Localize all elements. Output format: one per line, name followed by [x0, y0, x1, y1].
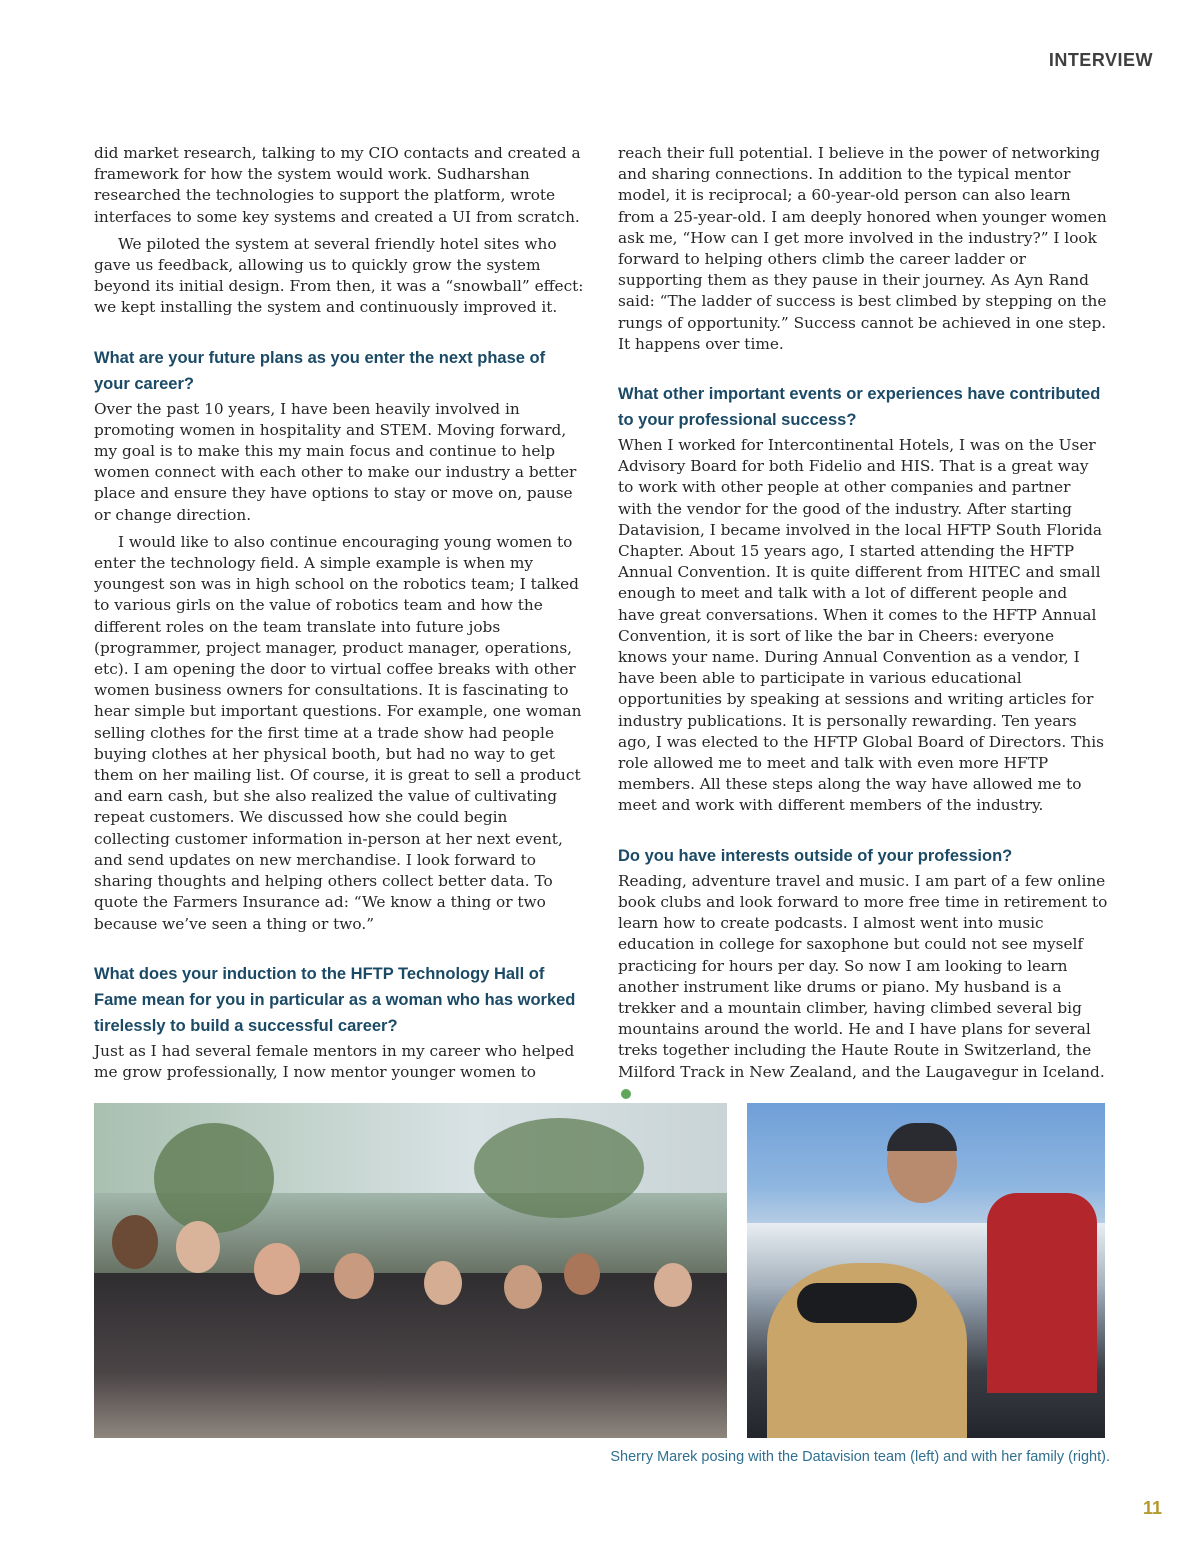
question-heading: What does your induction to the HFTP Technology Hall of Fame mean for you in particular as a woman who has worked tirelessly to build a successful career?: [94, 964, 576, 1035]
body-paragraph: I would like to also continue encouraging young women to enter the technology field. A simple example is when my youngest son was in high school on the robotics team; I talked to various girls on the value of robotics team and how the different roles on the team translate into future jobs (programmer, project manager, product manager, operations, etc). I am opening the door to virtual coffee breaks with other women business owners for consultations. It is fascinating to hear simple but important questions. For example, one woman selling clothes for the first time at a trade show had people buying clothes at her physical booth, but had no way to get them on her mailing list. Of course, it is great to sell a product and earn cash, but she also realized the value of cultivating repeat customers. We discussed how she could begin collecting customer information in-person at her next event, and send updates on new merchandise. I look forward to sharing thoughts and helping others collect better data. To quote the Farmers Insurance ad: “We know a thing or two because we’ve seen a thing or two.”: [94, 532, 582, 933]
red-jacket: [987, 1193, 1097, 1393]
family-photo: [747, 1103, 1105, 1438]
page-number: 11: [1142, 1498, 1162, 1518]
face: [112, 1215, 158, 1269]
beanie: [887, 1123, 957, 1151]
body-paragraph: Reading, adventure travel and music. I am part of a few online book clubs and look forward to more free time in retirement to learn how to create podcasts. I almost went into music education in college for saxophone but could not see myself practicing for hours per day. So now I am looking to learn another instrument like drums or piano. My husband is a trekker and a mountain climber, having climbed several big mountains around the world. He and I have plans for several treks together including the Haute Route in Switzerland, the Milford Track in New Zealand, and the Laugavegur in Iceland.: [618, 871, 1108, 1104]
question-heading: Do you have interests outside of your profession?: [618, 846, 1013, 865]
group-bodies: [94, 1273, 727, 1438]
section-label: INTERVIEW: [1048, 50, 1153, 70]
face: [254, 1243, 300, 1295]
face: [564, 1253, 600, 1295]
body-paragraph: did market research, talking to my CIO contacts and created a framework for how the system would work. Sudharshan researched the technologies to support the platform, wrote interfaces to some key systems and created a UI from scratch.: [94, 144, 581, 226]
palm-foliage-right: [474, 1118, 644, 1218]
face: [654, 1263, 692, 1307]
question-heading: What are your future plans as you enter the next phase of your career?: [94, 348, 546, 393]
end-mark-icon: [621, 1089, 631, 1099]
body-paragraph: When I worked for Intercontinental Hotels, I was on the User Advisory Board for both Fidelio and HIS. That is a great way to work with other people at other companies and partner with the vendor for the good of the industry. After starting Datavision, I became involved in the local HFTP South Florida Chapter. About 15 years ago, I started attending the HFTP Annual Convention. It is quite different from HITEC and small enough to meet and talk with a lot of different people and have great conversations. When it comes to the HFTP Annual Convention, it is sort of like the bar in Cheers: everyone knows your name. During Annual Convention as a vendor, I have been able to participate in various educational opportunities by speaking at sessions and writing articles for industry publications. It is personally rewarding. Ten years ago, I was elected to the HFTP Global Board of Directors. This role allowed me to meet and talk with even more HFTP members. All these steps along the way have allowed me to meet and work with different members of the industry.: [618, 436, 1104, 815]
team-photo: [94, 1103, 727, 1438]
body-paragraph: We piloted the system at several friendly hotel sites who gave us feedback, allowing us to quickly grow the system beyond its initial design. From then, it was a “snowball” effect: we kept installing the system and continuously improved it.: [94, 234, 584, 317]
palm-foliage-left: [154, 1123, 274, 1233]
left-column: [94, 143, 584, 1083]
body-paragraph: reach their full potential. I believe in the power of networking and sharing connections. In addition to the typical mentor model, it is reciprocal; a 60-year-old person can also learn from a 25-year-old. I am deeply honored when younger women ask me, “How can I get more involved in the industry?” I look forward to helping others climb the career ladder or supporting them as they pause in their journey. As Ayn Rand said: “The ladder of success is best climbed by stepping on the rungs of opportunity.” Success cannot be achieved in one step. It happens over time.: [618, 144, 1107, 353]
photo-caption: Sherry Marek posing with the Datavision team (left) and with her family (right).: [610, 1449, 1110, 1465]
face: [424, 1261, 462, 1305]
face: [334, 1253, 374, 1299]
question-heading: What other important events or experiences have contributed to your professional success?: [618, 385, 1101, 430]
body-paragraph: Over the past 10 years, I have been heavily involved in promoting women in hospitality and STEM. Moving forward, my goal is to make this my main focus and continue to help women connect with each other to make our industry a better place and ensure they have options to stay or move on, pause or change direction.: [94, 399, 577, 524]
body-paragraph: Just as I had several female mentors in my career who helped me grow professionally, I now mentor younger women to: [94, 1041, 575, 1081]
right-column: [618, 143, 1108, 1104]
sunglasses: [797, 1283, 917, 1323]
face: [176, 1221, 220, 1273]
face: [504, 1265, 542, 1309]
